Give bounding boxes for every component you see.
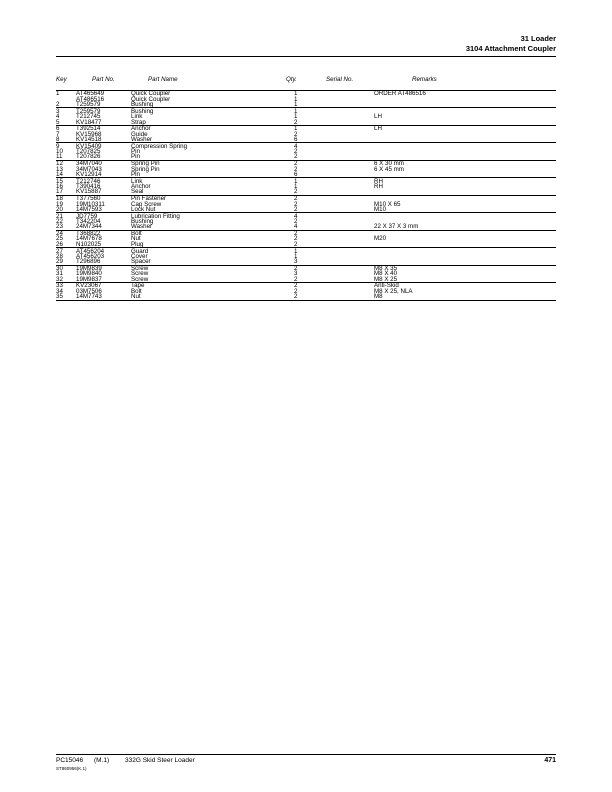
part-name-cell: Link	[131, 113, 143, 121]
key-cell: 20	[56, 205, 63, 213]
part-name-cell: Spring Pin	[131, 160, 160, 168]
remarks-cell: ORDER AT486516	[374, 90, 426, 98]
part-number-cell: T368822	[76, 230, 101, 238]
table-row	[56, 207, 556, 212]
key-cell: 11	[56, 153, 63, 161]
quantity-cell: 2	[294, 160, 298, 168]
key-cell: 6	[56, 125, 60, 133]
table-row	[56, 172, 556, 177]
remarks-cell: M8 X 25	[374, 275, 398, 283]
part-name-cell: Lock Nut	[131, 205, 156, 213]
quantity-cell: 1	[294, 247, 298, 255]
quantity-cell: 2	[294, 240, 298, 248]
remarks-cell: Anti-Skid	[374, 282, 399, 290]
quantity-cell: 4	[294, 142, 298, 150]
key-cell: 7	[56, 130, 60, 138]
key-cell: 16	[56, 183, 63, 191]
quantity-cell: 1	[294, 101, 298, 109]
part-number-cell: 14M7678	[76, 235, 102, 243]
key-cell: 19	[56, 200, 63, 208]
part-name-cell: Tape	[131, 282, 145, 290]
catalog-number: PC15046	[56, 757, 84, 764]
key-cell: 17	[56, 188, 63, 196]
part-number-cell: T377560	[76, 195, 101, 203]
part-name-cell: Screw	[131, 264, 149, 272]
page-number: 471	[544, 757, 556, 764]
quantity-cell: 2	[294, 153, 298, 161]
quantity-cell: 2	[294, 148, 298, 156]
part-number-cell: JD7759	[76, 212, 98, 220]
part-name-cell: Plug	[131, 240, 144, 248]
key-cell: 18	[56, 195, 63, 203]
row-group	[56, 177, 556, 194]
table-row	[56, 102, 556, 107]
part-name-cell: Seal	[131, 188, 144, 196]
part-number-cell: T212745	[76, 113, 101, 121]
part-number-cell: T207825	[76, 148, 101, 156]
remarks-cell: RH	[374, 183, 383, 191]
part-number-cell: 19M9840	[76, 270, 102, 278]
table-row	[56, 277, 556, 282]
remarks-cell: M8	[374, 293, 383, 301]
quantity-cell: 2	[294, 235, 298, 243]
key-cell: 29	[56, 258, 63, 266]
row-group	[56, 107, 556, 124]
part-name-cell: Screw	[131, 270, 149, 278]
row-group	[56, 125, 556, 142]
key-cell: 14	[56, 170, 63, 178]
part-name-cell: Anchor	[131, 183, 151, 191]
part-name-cell: Nut	[131, 293, 141, 301]
part-number-cell: KV14518	[76, 136, 102, 144]
quantity-cell: 2	[294, 200, 298, 208]
key-cell: 13	[56, 165, 63, 173]
row-group	[56, 282, 556, 300]
part-number-cell: KV15887	[76, 188, 102, 196]
col-key-header: Key	[56, 76, 67, 83]
quantity-cell: 1	[294, 95, 298, 103]
subsection-title: 3104 Attachment Coupler	[465, 44, 556, 53]
remarks-cell: M10 X 65	[374, 200, 401, 208]
col-qty-header: Qty.	[286, 76, 297, 83]
quantity-cell: 2	[294, 287, 298, 295]
key-cell: 30	[56, 264, 63, 272]
remarks-cell: M20	[374, 235, 387, 243]
header-rule	[56, 56, 556, 57]
quantity-cell: 2	[294, 275, 298, 283]
table-row	[56, 294, 556, 299]
part-number-cell: T390416	[76, 183, 101, 191]
remarks-cell: RH	[374, 177, 383, 185]
remarks-cell: 22 X 37 X 3 mm	[374, 223, 419, 231]
remarks-cell: 6 X 30 mm	[374, 160, 404, 168]
part-name-cell: Bolt	[131, 230, 142, 238]
quantity-cell: 1	[294, 183, 298, 191]
part-number-cell: 03M7506	[76, 287, 102, 295]
table-row	[56, 224, 556, 229]
part-number-cell: AT465649	[76, 90, 105, 98]
part-number-cell: 34M7040	[76, 160, 102, 168]
part-name-cell: Pin Fastener	[131, 195, 167, 203]
part-name-cell: Guide	[131, 130, 148, 138]
part-number-cell: AT456203	[76, 252, 105, 260]
quantity-cell: 2	[294, 205, 298, 213]
key-cell: 24	[56, 230, 63, 238]
table-row	[56, 259, 556, 264]
remarks-cell: M8 X 35	[374, 264, 398, 272]
document-code: ST860956(K.1)	[56, 766, 87, 771]
key-cell: 8	[56, 136, 60, 144]
row-group	[56, 230, 556, 247]
part-name-cell: Strap	[131, 118, 146, 126]
quantity-cell: 2	[294, 195, 298, 203]
part-number-cell: T212746	[76, 177, 101, 185]
footer-rule	[56, 754, 556, 755]
table-row	[56, 189, 556, 194]
part-number-cell: KV18477	[76, 118, 102, 126]
key-cell: 9	[56, 142, 60, 150]
catalog-revision: (M.1)	[94, 757, 110, 764]
part-name-cell: Pin	[131, 170, 140, 178]
col-remarks-header: Remarks	[412, 76, 437, 83]
part-name-cell: Quick Coupler	[131, 95, 171, 103]
key-cell: 22	[56, 217, 63, 225]
part-name-cell: Link	[131, 177, 143, 185]
remarks-cell: M8 X 40	[374, 270, 398, 278]
part-number-cell: KV15968	[76, 130, 102, 138]
key-cell: 15	[56, 177, 63, 185]
quantity-cell: 3	[294, 258, 298, 266]
part-name-cell: Nut	[131, 235, 141, 243]
key-cell: 5	[56, 118, 60, 126]
key-cell: 32	[56, 275, 63, 283]
key-cell: 4	[56, 113, 60, 121]
quantity-cell: 2	[294, 230, 298, 238]
key-cell: 1	[56, 90, 60, 98]
part-name-cell: Cover	[131, 252, 148, 260]
quantity-cell: 2	[294, 282, 298, 290]
part-number-cell: 34M7043	[76, 165, 102, 173]
quantity-cell: 4	[294, 223, 298, 231]
remarks-cell: 6 X 45 mm	[374, 165, 404, 173]
part-number-cell: 19M9837	[76, 275, 102, 283]
quantity-cell: 1	[294, 107, 298, 115]
table-row	[56, 137, 556, 142]
part-name-cell: Washer	[131, 223, 153, 231]
row-group	[56, 265, 556, 282]
row-group	[56, 90, 556, 107]
part-name-cell: Bushing	[131, 107, 154, 115]
table-row	[56, 120, 556, 125]
part-number-cell: AT486516	[76, 95, 105, 103]
quantity-cell: 2	[294, 165, 298, 173]
part-number-cell: 14M7593	[76, 205, 102, 213]
part-number-cell: 19M9839	[76, 264, 102, 272]
quantity-cell: 1	[294, 177, 298, 185]
part-number-cell: T259579	[76, 107, 101, 115]
key-cell: 28	[56, 252, 63, 260]
remarks-cell: M10	[374, 205, 387, 213]
part-name-cell: Anchor	[131, 125, 151, 133]
col-serial-header: Serial No.	[326, 76, 354, 83]
part-number-cell: T207826	[76, 153, 101, 161]
table-row	[56, 242, 556, 247]
part-number-cell: T342204	[76, 217, 101, 225]
row-group	[56, 160, 556, 177]
part-name-cell: Spring Pin	[131, 165, 160, 173]
section-title: 31 Loader	[520, 34, 556, 43]
table-row	[56, 154, 556, 159]
key-cell: 26	[56, 240, 63, 248]
quantity-cell: 2	[294, 264, 298, 272]
row-group	[56, 212, 556, 229]
part-number-cell: 19M10311	[76, 200, 105, 208]
quantity-cell: 2	[294, 293, 298, 301]
part-name-cell: Pin	[131, 148, 140, 156]
part-number-cell: T259579	[76, 101, 101, 109]
part-number-cell: 24M7344	[76, 223, 102, 231]
part-number-cell: T392514	[76, 125, 101, 133]
key-cell: 10	[56, 148, 63, 156]
part-number-cell: N102025	[76, 240, 102, 248]
quantity-cell: 2	[294, 130, 298, 138]
part-name-cell: Bolt	[131, 287, 142, 295]
key-cell: 34	[56, 287, 63, 295]
part-name-cell: Pin	[131, 153, 140, 161]
model-name: 332G Skid Steer Loader	[125, 757, 195, 764]
quantity-cell: 2	[294, 118, 298, 126]
key-cell: 35	[56, 293, 63, 301]
row-group	[56, 195, 556, 212]
quantity-cell: 2	[294, 217, 298, 225]
part-number-cell: KV12914	[76, 170, 102, 178]
key-cell: 12	[56, 160, 63, 168]
part-number-cell: KV15409	[76, 142, 102, 150]
key-cell: 31	[56, 270, 63, 278]
key-cell: 23	[56, 223, 63, 231]
part-number-cell: T296896	[76, 258, 101, 266]
key-cell: 27	[56, 247, 63, 255]
col-part-no-header: Part No.	[92, 76, 115, 83]
quantity-cell: 3	[294, 270, 298, 278]
quantity-cell: 6	[294, 170, 298, 178]
remarks-cell: M8 X 25, NLA	[374, 287, 413, 295]
part-name-cell: Compression Spring	[131, 142, 188, 150]
row-group	[56, 247, 556, 264]
part-name-cell: Quick Coupler	[131, 90, 171, 98]
quantity-cell: 6	[294, 136, 298, 144]
quantity-cell: 2	[294, 188, 298, 196]
key-cell: 25	[56, 235, 63, 243]
remarks-cell: LH	[374, 125, 382, 133]
part-name-cell: Lubrication Fitting	[131, 212, 180, 220]
part-name-cell: Bushing	[131, 217, 154, 225]
quantity-cell: 1	[294, 113, 298, 121]
part-name-cell: Guard	[131, 247, 149, 255]
key-cell: 2	[56, 101, 60, 109]
quantity-cell: 1	[294, 252, 298, 260]
remarks-cell: LH	[374, 113, 382, 121]
part-number-cell: 14M7743	[76, 293, 102, 301]
part-number-cell: AT456204	[76, 247, 105, 255]
key-cell: 21	[56, 212, 63, 220]
part-name-cell: Washer	[131, 136, 153, 144]
part-name-cell: Cap Screw	[131, 200, 162, 208]
parts-table	[56, 90, 556, 301]
part-number-cell: KV23067	[76, 282, 102, 290]
quantity-cell: 1	[294, 90, 298, 98]
col-part-name-header: Part Name	[148, 76, 178, 83]
row-group	[56, 142, 556, 159]
quantity-cell: 4	[294, 212, 298, 220]
part-name-cell: Screw	[131, 275, 149, 283]
key-cell: 33	[56, 282, 63, 290]
part-name-cell: Spacer	[131, 258, 151, 266]
quantity-cell: 1	[294, 125, 298, 133]
key-cell: 3	[56, 107, 60, 115]
part-name-cell: Bushing	[131, 101, 154, 109]
